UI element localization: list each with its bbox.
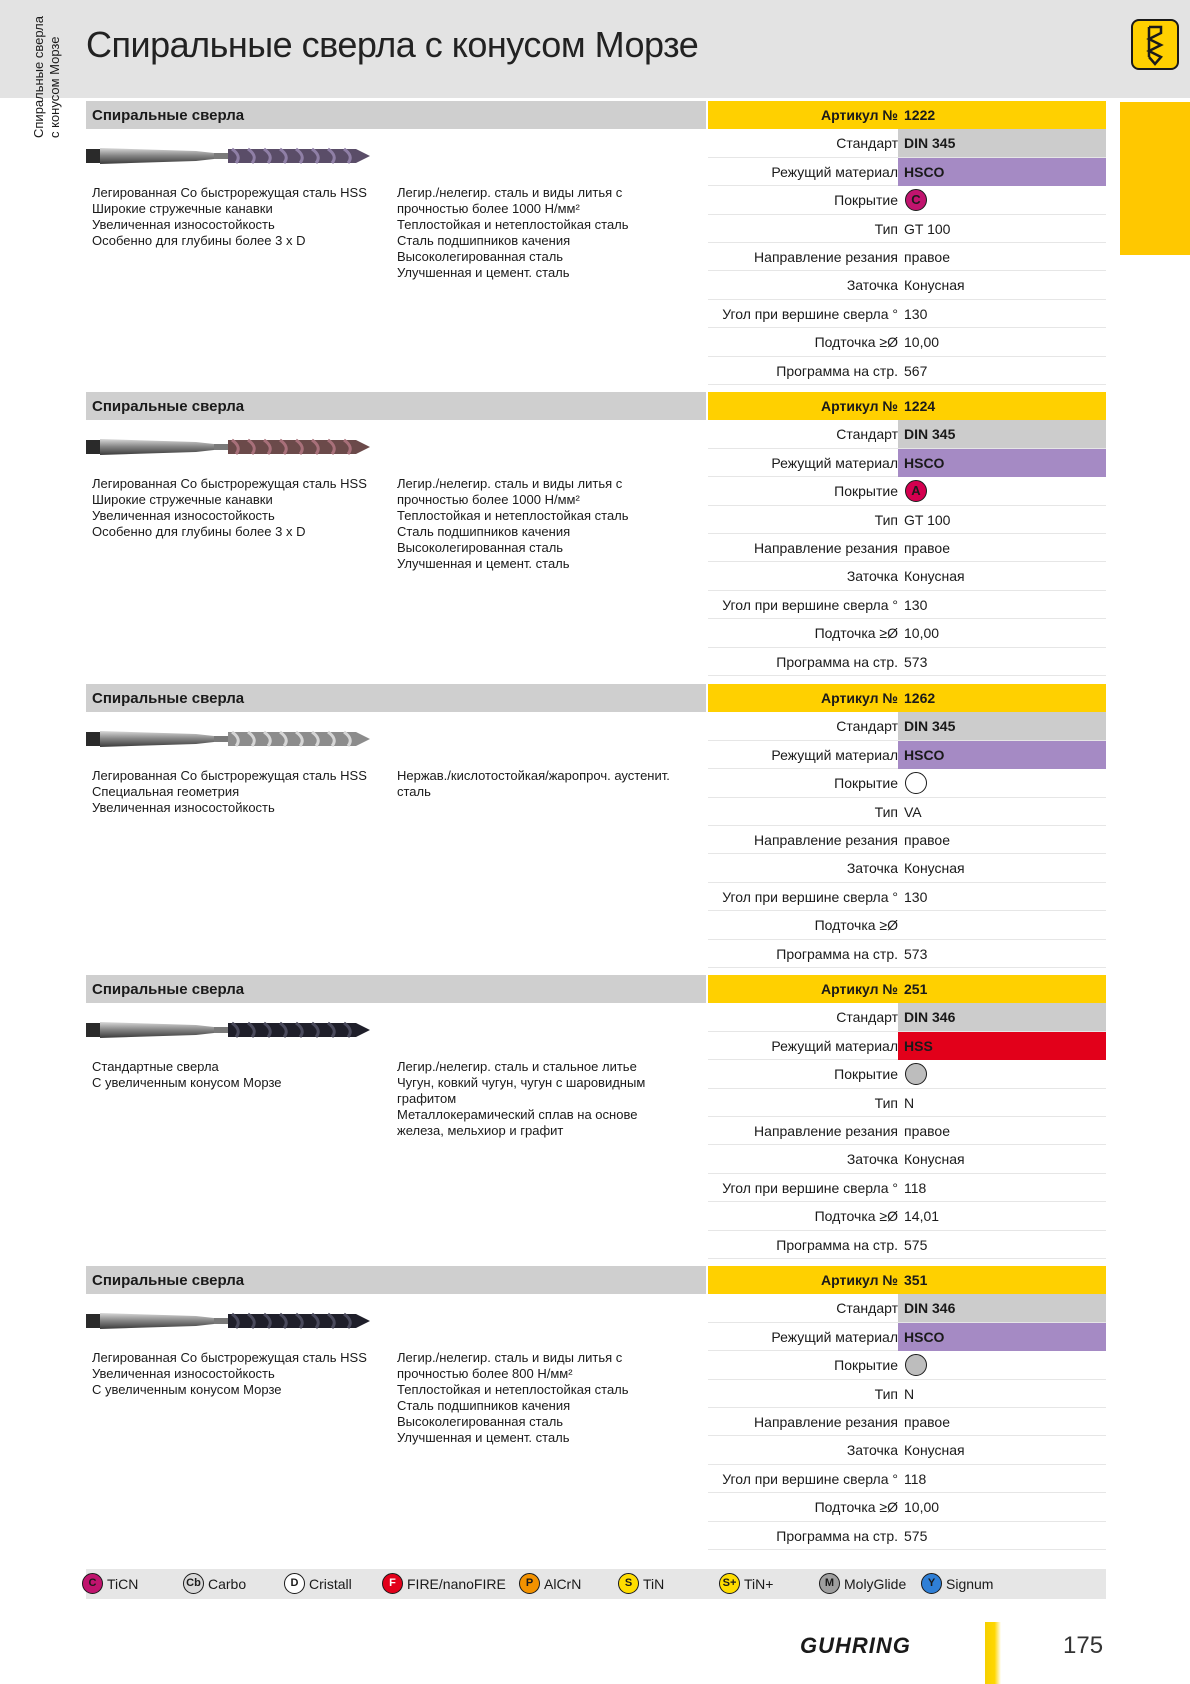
coating-letter: A — [911, 483, 921, 499]
application-line: сталь — [397, 784, 431, 799]
spec-row-angle — [708, 883, 1106, 911]
spec-value-direction: правое — [904, 1413, 951, 1430]
spec-label: Угол при вершине сверла ° — [722, 1470, 898, 1487]
spec-table — [708, 684, 1106, 968]
feature-line: Легированная Со быстрорежущая сталь HSS — [92, 768, 367, 783]
drill-image — [86, 1015, 370, 1045]
coating-symbol-icon — [284, 1573, 305, 1594]
spec-row-article — [708, 1266, 1106, 1294]
coating-badge-icon — [905, 480, 927, 502]
spec-label: Артикул № — [821, 1272, 898, 1288]
spec-table — [708, 1266, 1106, 1550]
spec-label: Направление резания — [754, 831, 898, 848]
spec-label: Стандарт — [836, 135, 898, 152]
spec-row-standard — [708, 420, 1106, 448]
spec-label: Заточка — [846, 860, 898, 877]
spec-value-sharpening: Конусная — [904, 860, 965, 877]
spec-value-angle: 130 — [904, 596, 928, 613]
page-title: Спиральные сверла с конусом Морзе — [86, 24, 699, 65]
spec-row-material — [708, 158, 1106, 186]
application-line: Сталь подшипников качения — [397, 524, 571, 539]
spec-row-article — [708, 684, 1106, 712]
coating-letter: C — [911, 192, 921, 208]
spec-label: Направление резания — [754, 1122, 898, 1139]
spec-row-coating — [708, 186, 1106, 214]
product-block — [86, 975, 1106, 1265]
spec-label: Направление резания — [754, 248, 898, 265]
spec-row-direction — [708, 534, 1106, 562]
legend-label: Carbo — [208, 1576, 247, 1592]
coating-symbol-icon — [921, 1573, 942, 1594]
legend-label: TiN+ — [744, 1576, 774, 1592]
application-line: Нержав./кислотостойкая/жаропроч. аустенит. — [397, 768, 670, 783]
spec-value-type: N — [904, 1094, 915, 1111]
product-block — [86, 684, 1106, 974]
spec-value-sharpening: Конусная — [904, 1442, 965, 1459]
coating-badge-icon — [905, 772, 927, 794]
application-line: Улучшенная и цемент. сталь — [397, 556, 570, 571]
spec-row-material — [708, 741, 1106, 769]
spec-label: Программа на стр. — [776, 653, 898, 670]
spec-value-direction: правое — [904, 1122, 951, 1139]
spec-row-angle — [708, 1465, 1106, 1493]
feature-line: С увеличенным конусом Морзе — [92, 1382, 282, 1397]
spec-table — [708, 975, 1106, 1259]
spec-row-sharpening — [708, 854, 1106, 882]
spec-row-program — [708, 940, 1106, 968]
spec-label: Подточка ≥Ø — [814, 1208, 898, 1225]
spec-row-relief — [708, 328, 1106, 356]
spec-label: Заточка — [846, 568, 898, 585]
spec-label: Программа на стр. — [776, 362, 898, 379]
drill-image — [86, 141, 370, 171]
legend-symbol: S — [624, 1577, 633, 1589]
drill-image — [86, 724, 370, 754]
spec-row-coating — [708, 769, 1106, 797]
spec-value-type: VA — [904, 803, 922, 820]
product-header — [86, 684, 706, 712]
application-line: Легир./нелегир. сталь и стальное литье — [397, 1059, 637, 1074]
coating-symbol-icon — [382, 1573, 403, 1594]
spec-label: Тип — [874, 511, 898, 528]
product-title: Спиральные сверла — [92, 981, 245, 998]
feature-line: С увеличенным конусом Морзе — [92, 1075, 282, 1090]
spec-table — [708, 101, 1106, 385]
spec-row-relief — [708, 911, 1106, 939]
spec-value-direction: правое — [904, 831, 951, 848]
spec-label: Подточка ≥Ø — [814, 625, 898, 642]
coating-badge-icon — [905, 1354, 927, 1376]
spec-row-direction — [708, 826, 1106, 854]
spec-value-direction: правое — [904, 539, 951, 556]
application-line: Легир./нелегир. сталь и виды литья с — [397, 1350, 623, 1365]
product-header — [86, 975, 706, 1003]
spec-value-sharpening: Конусная — [904, 1151, 965, 1168]
side-tab-line-2: с конусом Морзе — [47, 36, 62, 138]
product-header — [86, 101, 706, 129]
spec-row-standard — [708, 1294, 1106, 1322]
product-title: Спиральные сверла — [92, 398, 245, 415]
spec-label: Режущий материал — [771, 454, 898, 471]
product-features — [92, 476, 392, 540]
spec-label: Подточка ≥Ø — [814, 917, 898, 934]
feature-line: Широкие стружечные канавки — [92, 201, 273, 216]
spec-value-standard: DIN 345 — [898, 712, 1106, 740]
spec-value-article: 251 — [904, 981, 928, 997]
spec-value-standard: DIN 345 — [898, 129, 1106, 157]
feature-line: Увеличенная износостойкость — [92, 217, 275, 232]
coating-badge-icon — [905, 189, 927, 211]
spec-value-sharpening: Конусная — [904, 568, 965, 585]
spec-label: Артикул № — [821, 981, 898, 997]
spec-row-sharpening — [708, 271, 1106, 299]
coating-symbol-icon — [819, 1573, 840, 1594]
spec-row-type — [708, 215, 1106, 243]
application-line: прочностью более 800 Н/мм² — [397, 1366, 573, 1381]
spec-row-angle — [708, 1174, 1106, 1202]
application-line: Теплостойкая и нетеплостойкая сталь — [397, 217, 629, 232]
application-line: Высоколегированная сталь — [397, 1414, 564, 1429]
spec-row-angle — [708, 591, 1106, 619]
spec-value-relief: 14,01 — [904, 1208, 940, 1225]
spec-label: Покрытие — [834, 775, 898, 792]
legend-symbol: Cb — [186, 1577, 201, 1589]
brand-logo: GUHRING — [800, 1633, 911, 1658]
application-line: Легир./нелегир. сталь и виды литья с — [397, 476, 623, 491]
spec-value-program: 573 — [904, 945, 928, 962]
feature-line: Увеличенная износостойкость — [92, 800, 275, 815]
spec-label: Покрытие — [834, 483, 898, 500]
spec-row-relief — [708, 1493, 1106, 1521]
spec-value-angle: 118 — [904, 1179, 927, 1196]
legend-label: AlCrN — [544, 1576, 582, 1592]
spec-label: Программа на стр. — [776, 1527, 898, 1544]
coating-badge-icon — [905, 1063, 927, 1085]
feature-line: Легированная Со быстрорежущая сталь HSS — [92, 185, 367, 200]
spec-value-angle: 130 — [904, 888, 928, 905]
spec-label: Угол при вершине сверла ° — [722, 596, 898, 613]
spec-row-type — [708, 1089, 1106, 1117]
legend-label: MolyGlide — [844, 1576, 907, 1592]
side-tab-line-1: Спиральные сверла — [31, 16, 46, 138]
brand-accent-bar — [985, 1622, 1001, 1684]
legend-label: FIRE/nanoFIRE — [407, 1576, 506, 1592]
feature-line: Особенно для глубины более 3 x D — [92, 524, 306, 539]
application-line: железа, мельхиор и графит — [397, 1123, 564, 1138]
spec-label: Подточка ≥Ø — [814, 1499, 898, 1516]
coating-symbol-icon — [719, 1573, 740, 1594]
feature-line: Стандартные сверла — [92, 1059, 219, 1074]
spec-value-standard: DIN 345 — [898, 420, 1106, 448]
feature-line: Специальная геометрия — [92, 784, 240, 799]
spec-row-type — [708, 798, 1106, 826]
spec-value-direction: правое — [904, 248, 951, 265]
spec-label: Артикул № — [821, 107, 898, 123]
spec-row-standard — [708, 712, 1106, 740]
spec-row-type — [708, 506, 1106, 534]
spec-row-type — [708, 1380, 1106, 1408]
application-line: Сталь подшипников качения — [397, 233, 571, 248]
spec-row-sharpening — [708, 1436, 1106, 1464]
product-title: Спиральные сверла — [92, 1272, 245, 1289]
application-line: Высоколегированная сталь — [397, 540, 564, 555]
spec-row-article — [708, 975, 1106, 1003]
legend-label: TiN — [643, 1576, 665, 1592]
feature-line: Увеличенная износостойкость — [92, 1366, 275, 1381]
spec-row-direction — [708, 1408, 1106, 1436]
spec-value-type: GT 100 — [904, 511, 951, 528]
spec-row-relief — [708, 619, 1106, 647]
spec-label: Покрытие — [834, 1066, 898, 1083]
application-line: графитом — [397, 1091, 457, 1106]
spec-label: Стандарт — [836, 1009, 898, 1026]
feature-line: Легированная Со быстрорежущая сталь HSS — [92, 1350, 367, 1365]
spec-label: Угол при вершине сверла ° — [722, 305, 898, 322]
spec-label: Тип — [874, 1385, 898, 1402]
legend-label: Cristall — [309, 1576, 352, 1592]
application-line: Чугун, ковкий чугун, чугун с шаровидным — [397, 1075, 646, 1090]
spec-row-article — [708, 101, 1106, 129]
spec-value-relief — [898, 911, 1106, 939]
application-line: прочностью более 1000 Н/мм² — [397, 201, 580, 216]
spec-value-relief: 10,00 — [904, 334, 940, 351]
drill-icon — [1131, 19, 1179, 70]
spec-value-sharpening: Конусная — [904, 277, 965, 294]
spec-label: Заточка — [846, 1151, 898, 1168]
product-block — [86, 392, 1106, 682]
coating-symbol-icon — [82, 1573, 103, 1594]
product-applications — [397, 768, 697, 800]
spec-label: Подточка ≥Ø — [814, 334, 898, 351]
coating-symbol-icon — [519, 1573, 540, 1594]
spec-label: Режущий материал — [771, 1328, 898, 1345]
spec-value-program: 567 — [904, 362, 928, 379]
application-line: Высоколегированная сталь — [397, 249, 564, 264]
product-features — [92, 1350, 392, 1398]
spec-row-relief — [708, 1202, 1106, 1230]
spec-row-article — [708, 392, 1106, 420]
application-line: Улучшенная и цемент. сталь — [397, 265, 570, 280]
spec-row-program — [708, 648, 1106, 676]
spec-label: Режущий материал — [771, 1037, 898, 1054]
legend-symbol: S+ — [722, 1577, 737, 1589]
spec-row-coating — [708, 1060, 1106, 1088]
spec-row-program — [708, 357, 1106, 385]
spec-label: Артикул № — [821, 690, 898, 706]
legend-symbol: M — [824, 1577, 835, 1589]
spec-label: Стандарт — [836, 718, 898, 735]
spec-row-program — [708, 1231, 1106, 1259]
product-features — [92, 185, 392, 249]
spec-label: Стандарт — [836, 1300, 898, 1317]
spec-label: Программа на стр. — [776, 1236, 898, 1253]
spec-value-type: GT 100 — [904, 220, 951, 237]
spec-row-coating — [708, 477, 1106, 505]
legend-symbol: D — [290, 1577, 299, 1589]
spec-row-sharpening — [708, 562, 1106, 590]
spec-value-program: 575 — [904, 1236, 928, 1253]
legend-symbol: F — [389, 1577, 396, 1589]
spec-row-standard — [708, 1003, 1106, 1031]
spec-label: Программа на стр. — [776, 945, 898, 962]
application-line: Теплостойкая и нетеплостойкая сталь — [397, 508, 629, 523]
spec-value-material: HSCO — [898, 158, 1106, 186]
spec-label: Угол при вершине сверла ° — [722, 1179, 898, 1196]
feature-line: Особенно для глубины более 3 x D — [92, 233, 306, 248]
spec-label: Угол при вершине сверла ° — [722, 888, 898, 905]
spec-row-standard — [708, 129, 1106, 157]
spec-value-angle: 118 — [904, 1470, 927, 1487]
spec-row-material — [708, 1323, 1106, 1351]
spec-value-material: HSCO — [898, 741, 1106, 769]
spec-value-type: N — [904, 1385, 915, 1402]
legend-label: Signum — [946, 1576, 994, 1592]
spec-label: Стандарт — [836, 426, 898, 443]
spec-value-material: HSS — [898, 1032, 1106, 1060]
spec-value-relief: 10,00 — [904, 625, 940, 642]
application-line: Улучшенная и цемент. сталь — [397, 1430, 570, 1445]
legend-symbol: Y — [927, 1577, 936, 1589]
spec-table — [708, 392, 1106, 676]
page-header — [0, 0, 1190, 98]
page-number: 175 — [1063, 1632, 1104, 1659]
spec-label: Заточка — [846, 277, 898, 294]
product-block — [86, 101, 1106, 391]
spec-row-material — [708, 1032, 1106, 1060]
coating-symbol-icon — [618, 1573, 639, 1594]
product-header — [86, 392, 706, 420]
application-line: Металлокерамический сплав на основе — [397, 1107, 638, 1122]
application-line: Легир./нелегир. сталь и виды литья с — [397, 185, 623, 200]
feature-line: Увеличенная износостойкость — [92, 508, 275, 523]
spec-row-angle — [708, 300, 1106, 328]
spec-label: Режущий материал — [771, 163, 898, 180]
side-tab-label — [31, 8, 63, 138]
side-tab — [1120, 102, 1190, 255]
spec-label: Заточка — [846, 1442, 898, 1459]
spec-value-program: 573 — [904, 653, 928, 670]
spec-value-article: 1262 — [904, 690, 936, 706]
spec-label: Артикул № — [821, 398, 898, 414]
product-title: Спиральные сверла — [92, 690, 245, 707]
coating-legend — [86, 1569, 1106, 1599]
spec-value-material: HSCO — [898, 1323, 1106, 1351]
spec-row-coating — [708, 1351, 1106, 1379]
application-line: Сталь подшипников качения — [397, 1398, 571, 1413]
spec-value-article: 1224 — [904, 398, 936, 414]
spec-row-sharpening — [708, 1145, 1106, 1173]
spec-label: Направление резания — [754, 1413, 898, 1430]
spec-label: Режущий материал — [771, 746, 898, 763]
product-applications — [397, 476, 697, 572]
spec-value-relief: 10,00 — [904, 1499, 940, 1516]
drill-image — [86, 432, 370, 462]
spec-label: Покрытие — [834, 192, 898, 209]
legend-label: TiCN — [107, 1576, 139, 1592]
feature-line: Легированная Со быстрорежущая сталь HSS — [92, 476, 367, 491]
spec-value-program: 575 — [904, 1527, 928, 1544]
spec-value-article: 351 — [904, 1272, 928, 1288]
spec-label: Тип — [874, 220, 898, 237]
product-features — [92, 768, 392, 816]
spec-value-article: 1222 — [904, 107, 936, 123]
spec-value-standard: DIN 346 — [898, 1003, 1106, 1031]
product-title: Спиральные сверла — [92, 107, 245, 124]
product-header — [86, 1266, 706, 1294]
coating-symbol-icon — [183, 1573, 204, 1594]
spec-row-program — [708, 1522, 1106, 1550]
spec-label: Направление резания — [754, 539, 898, 556]
legend-symbol: C — [88, 1577, 97, 1589]
feature-line: Широкие стружечные канавки — [92, 492, 273, 507]
spec-value-material: HSCO — [898, 449, 1106, 477]
product-applications — [397, 1059, 697, 1139]
legend-symbol: P — [525, 1577, 534, 1589]
product-applications — [397, 1350, 697, 1446]
product-block — [86, 1266, 1106, 1556]
spec-row-material — [708, 449, 1106, 477]
application-line: прочностью более 1000 Н/мм² — [397, 492, 580, 507]
spec-label: Тип — [874, 803, 898, 820]
product-applications — [397, 185, 697, 281]
drill-image — [86, 1306, 370, 1336]
spec-row-direction — [708, 243, 1106, 271]
spec-label: Тип — [874, 1094, 898, 1111]
spec-value-standard: DIN 346 — [898, 1294, 1106, 1322]
spec-value-angle: 130 — [904, 305, 928, 322]
product-features — [92, 1059, 392, 1091]
spec-row-direction — [708, 1117, 1106, 1145]
spec-label: Покрытие — [834, 1357, 898, 1374]
application-line: Теплостойкая и нетеплостойкая сталь — [397, 1382, 629, 1397]
